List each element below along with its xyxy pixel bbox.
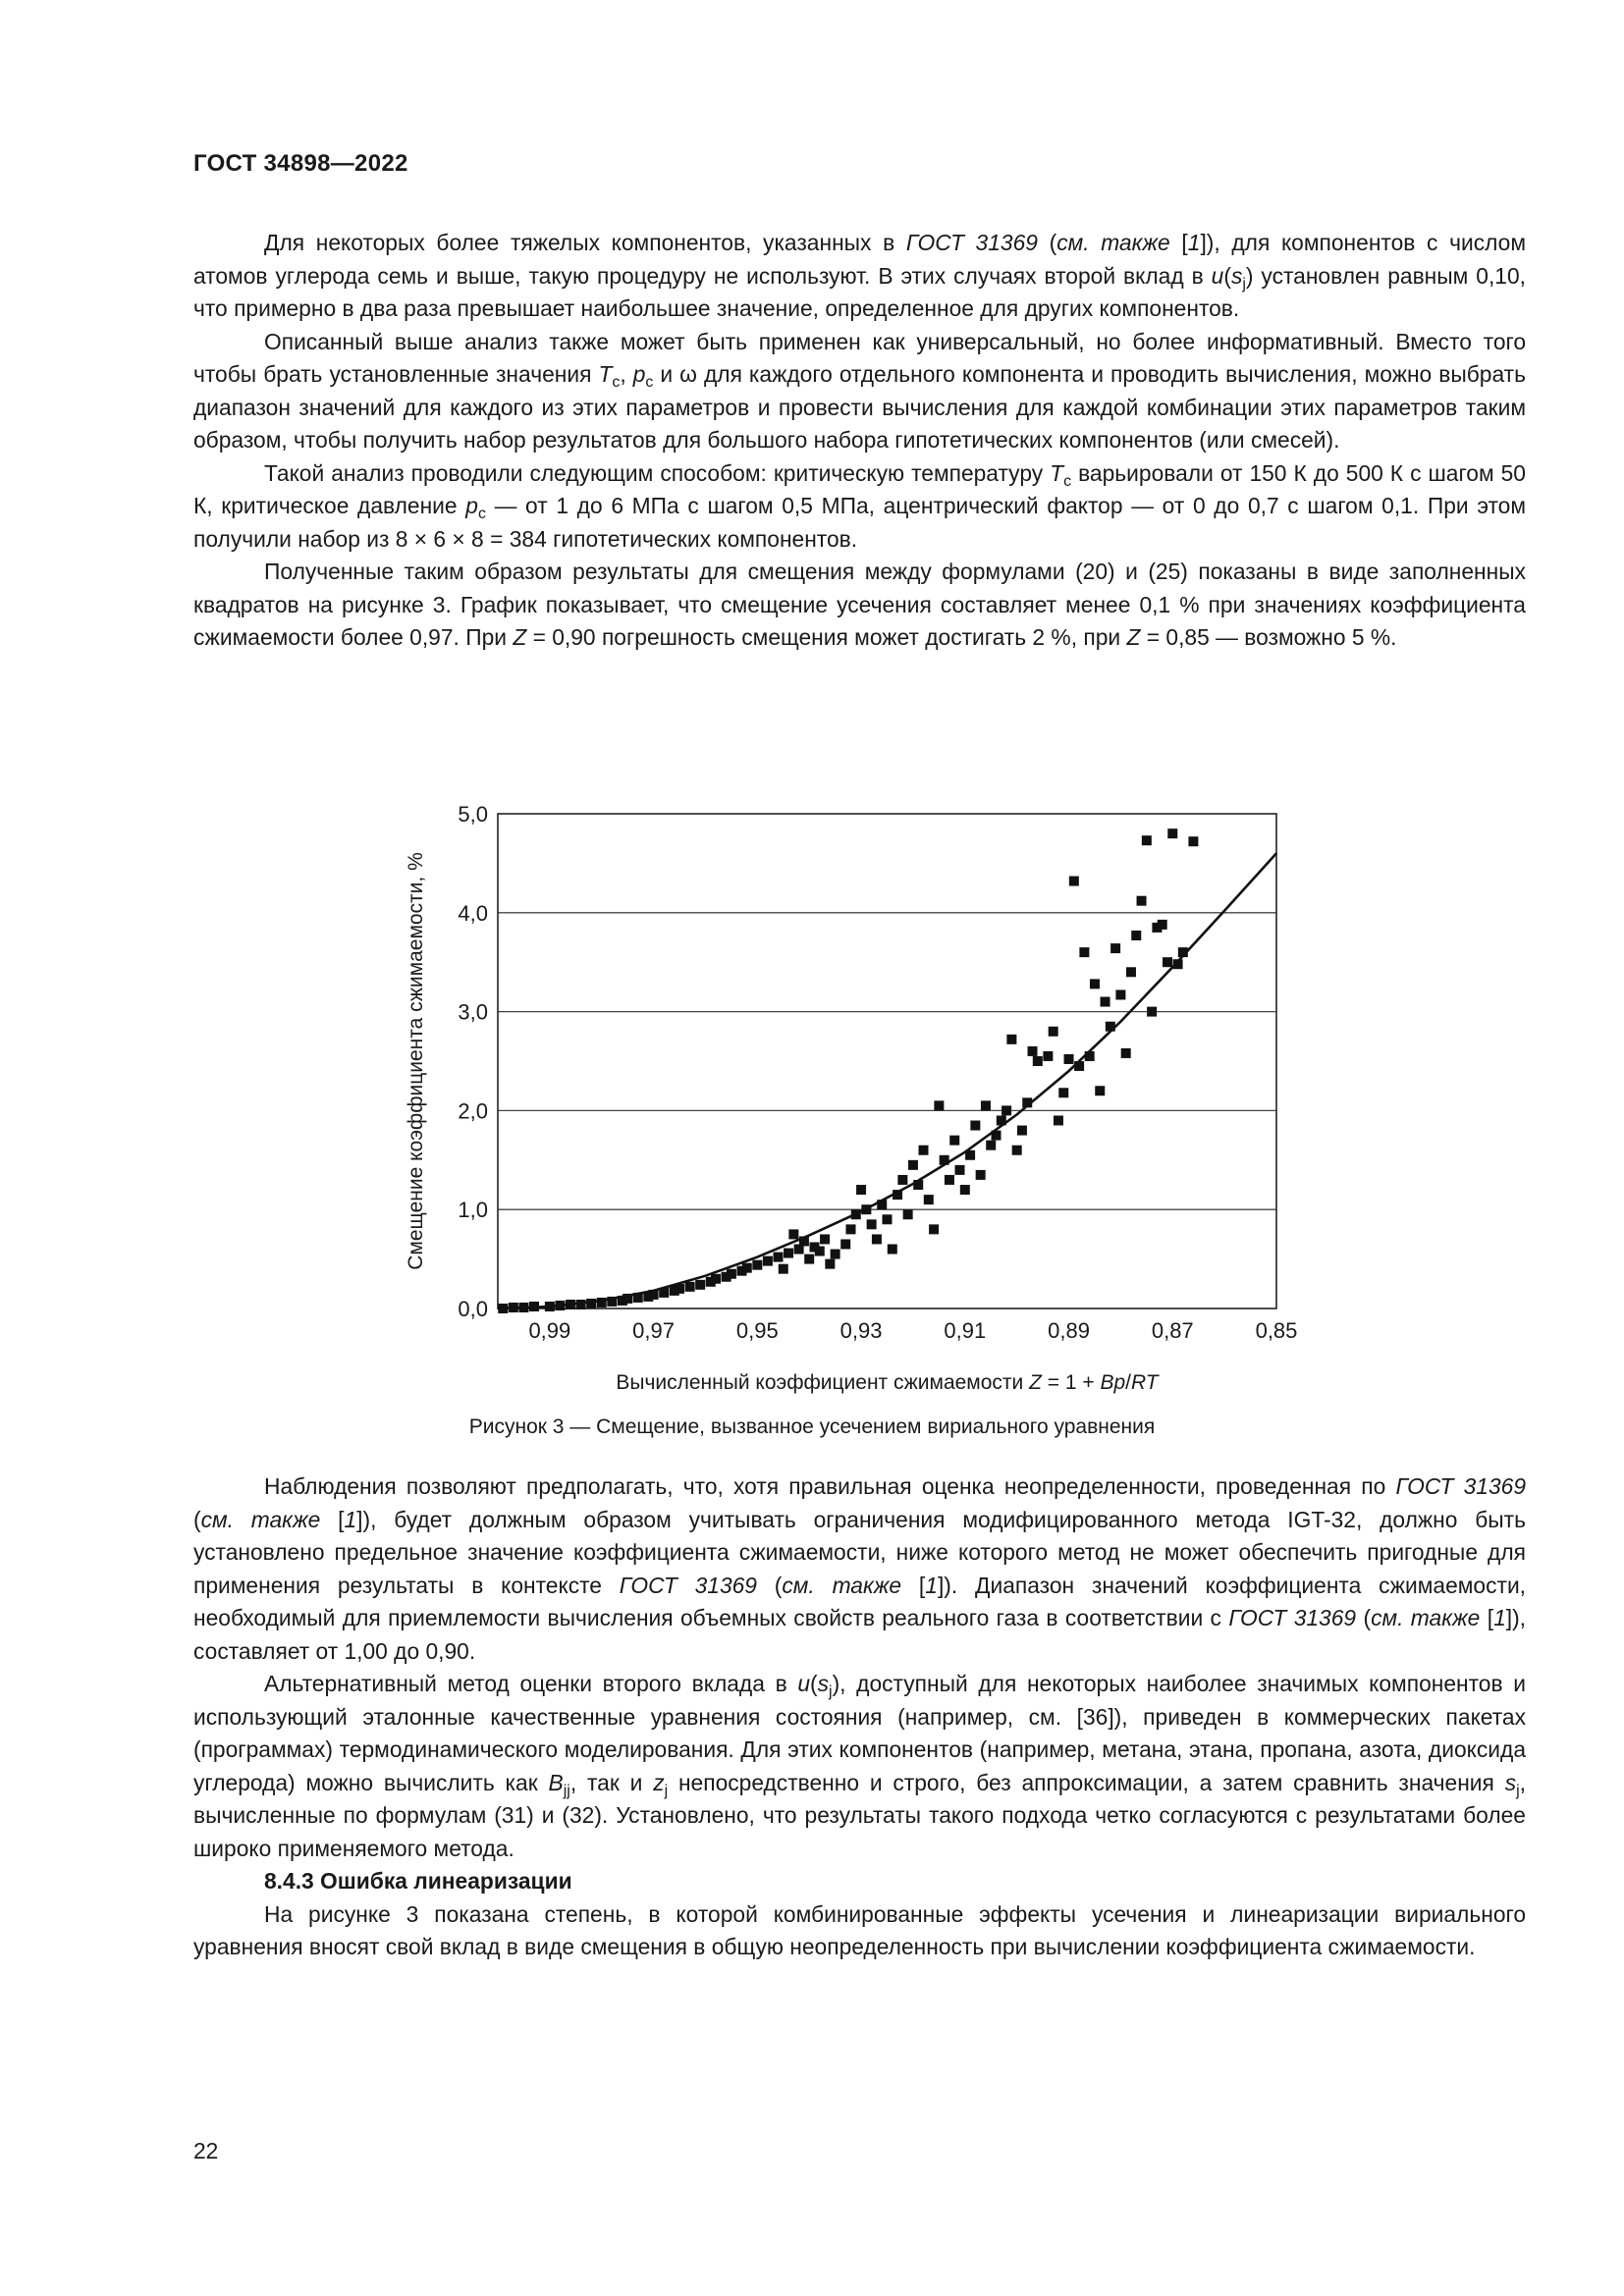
data-point bbox=[1049, 1027, 1058, 1037]
data-point bbox=[955, 1165, 965, 1175]
x-tick-label: 0,85 bbox=[1255, 1318, 1298, 1343]
data-point bbox=[845, 1224, 855, 1234]
data-point bbox=[945, 1175, 954, 1185]
paragraph: Такой анализ проводили следующим способом: критическую температуру $T_c$ варьировали от 150 К до 500 К с шагом 50 К, критическое давление $p_c$ — от 1 до 6 МПа с шагом 0,5 МПа, ацентрический фактор — от 0 до 0,7 с шагом 0,1. При этом получили набор из 8 × 6 × 8 = 384 гипотетических компонентов. bbox=[193, 459, 1526, 552]
data-point bbox=[1033, 1056, 1043, 1066]
data-point bbox=[1069, 877, 1079, 886]
data-point bbox=[888, 1245, 897, 1255]
data-point bbox=[1058, 1088, 1068, 1097]
data-point bbox=[934, 1100, 944, 1110]
data-point bbox=[929, 1224, 939, 1234]
data-point bbox=[1090, 979, 1100, 988]
data-point bbox=[1043, 1051, 1053, 1061]
y-tick-labels bbox=[458, 802, 488, 1321]
data-point bbox=[903, 1209, 913, 1219]
data-point bbox=[897, 1175, 907, 1185]
data-point bbox=[1028, 1046, 1038, 1056]
data-point bbox=[1095, 1086, 1105, 1095]
data-point bbox=[970, 1121, 980, 1131]
paragraph: Наблюдения позволяют предполагать, что, хотя правильная оценка неопределенности, проведенная по ГОСТ 31369 (см. также [1]), будет должным образом учитывать ограничения модифицированного метода IGT-32, должно быть установлено предельное значение коэффициента сжимаемости, ниже которого метод не может обеспечить пригодные для применения результаты в контексте ГОСТ 31369 (см. также [1]). Диапазон значений коэффициента сжимаемости, необходимый для приемлемости вычисления объемных свойств реального газа в соответствии с ГОСТ 31369 (см. также [1]), составляет от 1,00 до 0,90. bbox=[193, 1473, 1527, 1664]
data-point bbox=[1006, 1035, 1016, 1044]
data-point bbox=[908, 1160, 918, 1170]
chart-gridlines bbox=[498, 913, 1276, 1209]
paragraph: Полученные таким образом результаты для смещения между формулами (20) и (25) показаны в виде заполненных квадратов на рисунке 3. График показывает, что смещение усечения составляет менее 0,1 % при значениях коэффициента сжимаемости более 0,97. При Z = 0,90 погрешность смещения может достигать 2 %, при Z = 0,85 — возможно 5 %. bbox=[193, 559, 1526, 650]
data-point bbox=[976, 1170, 986, 1180]
data-point bbox=[752, 1260, 762, 1270]
data-point bbox=[784, 1249, 793, 1258]
data-point bbox=[1017, 1126, 1027, 1136]
text-block-intro bbox=[193, 227, 1526, 655]
data-point bbox=[1115, 989, 1125, 999]
data-point bbox=[1064, 1054, 1074, 1064]
data-point bbox=[1110, 943, 1120, 953]
y-axis-label: Смещение коэффициента сжимаемости, % bbox=[405, 852, 427, 1270]
data-point bbox=[788, 1229, 798, 1239]
data-point bbox=[1054, 1115, 1063, 1125]
data-point bbox=[1121, 1048, 1131, 1058]
data-point bbox=[840, 1239, 850, 1249]
data-point bbox=[1188, 836, 1198, 846]
y-tick-label: 3,0 bbox=[458, 999, 488, 1025]
plot-frame bbox=[498, 814, 1276, 1308]
data-point bbox=[1001, 1105, 1011, 1115]
data-point bbox=[685, 1282, 695, 1292]
data-point bbox=[742, 1263, 752, 1273]
section-heading: 8.4.3 Ошибка линеаризации bbox=[264, 1868, 572, 1894]
data-point bbox=[986, 1141, 996, 1150]
y-tick-label: 2,0 bbox=[458, 1098, 488, 1124]
paragraph: Для некоторых более тяжелых компонентов, указанных в ГОСТ 31369 (см. также [1]), для компонентов с числом атомов углерода семь и выше, такую процедуру не используют. В этих случаях второй вклад в $u(s_j)$ установлен равным 0,10, что примерно в два раза превышает наибольшее значение, определенное для других компонентов. bbox=[193, 230, 1527, 321]
y-tick-label: 5,0 bbox=[458, 802, 488, 827]
data-point bbox=[804, 1255, 814, 1264]
data-point bbox=[924, 1195, 934, 1204]
data-points bbox=[498, 828, 1198, 1313]
paragraph: Альтернативный метод оценки второго вклада в $u(s_j)$, доступный для некоторых наиболее значимых компонентов и использующий эталонные качественные уравнения состояния (например, см. [36]), приведен в коммерческих пакетах (программах) термодинамического моделирования. Для этих компонентов (например, метана, этана, пропана, азота, диоксида углерода) можно вычислить как $B_{jj}$, так и $z_j$ непосредственно и строго, без аппроксимации, а затем сравнить значения $s_j$, вычисленные по формулам (31) и (32). Установлено, что результаты такого подхода четко согласуются с результатами более широко применяемого метода. bbox=[193, 1671, 1526, 1861]
data-point bbox=[831, 1250, 840, 1259]
data-point bbox=[981, 1100, 991, 1110]
data-point bbox=[883, 1214, 893, 1224]
data-point bbox=[1137, 896, 1147, 906]
document-header: ГОСТ 34898—2022 bbox=[193, 150, 408, 177]
data-point bbox=[867, 1219, 877, 1229]
x-tick-label: 0,87 bbox=[1151, 1318, 1194, 1343]
data-point bbox=[815, 1247, 825, 1256]
data-point bbox=[773, 1253, 783, 1262]
x-tick-label: 0,91 bbox=[944, 1318, 987, 1343]
x-tick-label: 0,97 bbox=[632, 1318, 676, 1343]
data-point bbox=[1158, 920, 1167, 930]
data-point bbox=[763, 1256, 773, 1266]
data-point bbox=[856, 1185, 866, 1195]
data-point bbox=[1131, 931, 1141, 940]
data-point bbox=[1147, 1007, 1157, 1017]
x-tick-label: 0,89 bbox=[1048, 1318, 1090, 1343]
data-point bbox=[919, 1146, 929, 1155]
data-point bbox=[1101, 997, 1110, 1007]
paragraph: На рисунке 3 показана степень, в которой комбинированные эффекты усечения и линеаризации вириального уравнения вносят свой вклад в виде смещения в общую неопределенность при вычислении коэффициента сжимаемости. bbox=[193, 1900, 1526, 1959]
data-point bbox=[960, 1185, 970, 1195]
y-tick-label: 4,0 bbox=[458, 900, 488, 926]
x-axis-label: Вычисленный коэффициент сжимаемости Z = 1 + Bp/RT bbox=[616, 1371, 1159, 1394]
x-tick-label: 0,99 bbox=[528, 1318, 571, 1343]
data-point bbox=[779, 1264, 788, 1274]
x-tick-labels bbox=[528, 1318, 1297, 1343]
x-tick-label: 0,95 bbox=[735, 1318, 779, 1343]
paragraph: Описанный выше анализ также может быть применен как универсальный, но более информативный. Вместо того чтобы брать установленные значения $T_c$, $p_c$ и ω для каждого отдельного компонента и проводить вычисления, можно выбрать диапазон значений для каждого из этих параметров и провести вычисления для каждой комбинации этих параметров таким образом, чтобы получить набор результатов для большого набора гипотетических компонентов (или смесей). bbox=[193, 328, 1526, 453]
text-block-conclusions bbox=[193, 1470, 1526, 1964]
figure-caption: Рисунок 3 — Смещение, вызванное усечением вириального уравнения bbox=[468, 1415, 1156, 1438]
data-point bbox=[1163, 957, 1172, 967]
y-tick-label: 0,0 bbox=[458, 1297, 488, 1321]
page-number: 22 bbox=[193, 2138, 219, 2163]
x-tick-label: 0,93 bbox=[839, 1318, 883, 1343]
data-point bbox=[1142, 835, 1152, 845]
data-point bbox=[825, 1259, 835, 1269]
y-tick-label: 1,0 bbox=[458, 1198, 488, 1223]
data-point bbox=[872, 1234, 882, 1244]
data-point bbox=[820, 1234, 830, 1244]
figure-3-chart bbox=[393, 790, 1335, 1394]
data-point bbox=[1126, 967, 1136, 977]
data-point bbox=[1167, 828, 1177, 838]
data-point bbox=[949, 1136, 959, 1146]
data-point bbox=[711, 1274, 721, 1284]
data-point bbox=[1079, 947, 1089, 957]
data-point bbox=[1012, 1146, 1022, 1155]
data-point bbox=[727, 1269, 736, 1279]
data-point bbox=[695, 1280, 705, 1290]
